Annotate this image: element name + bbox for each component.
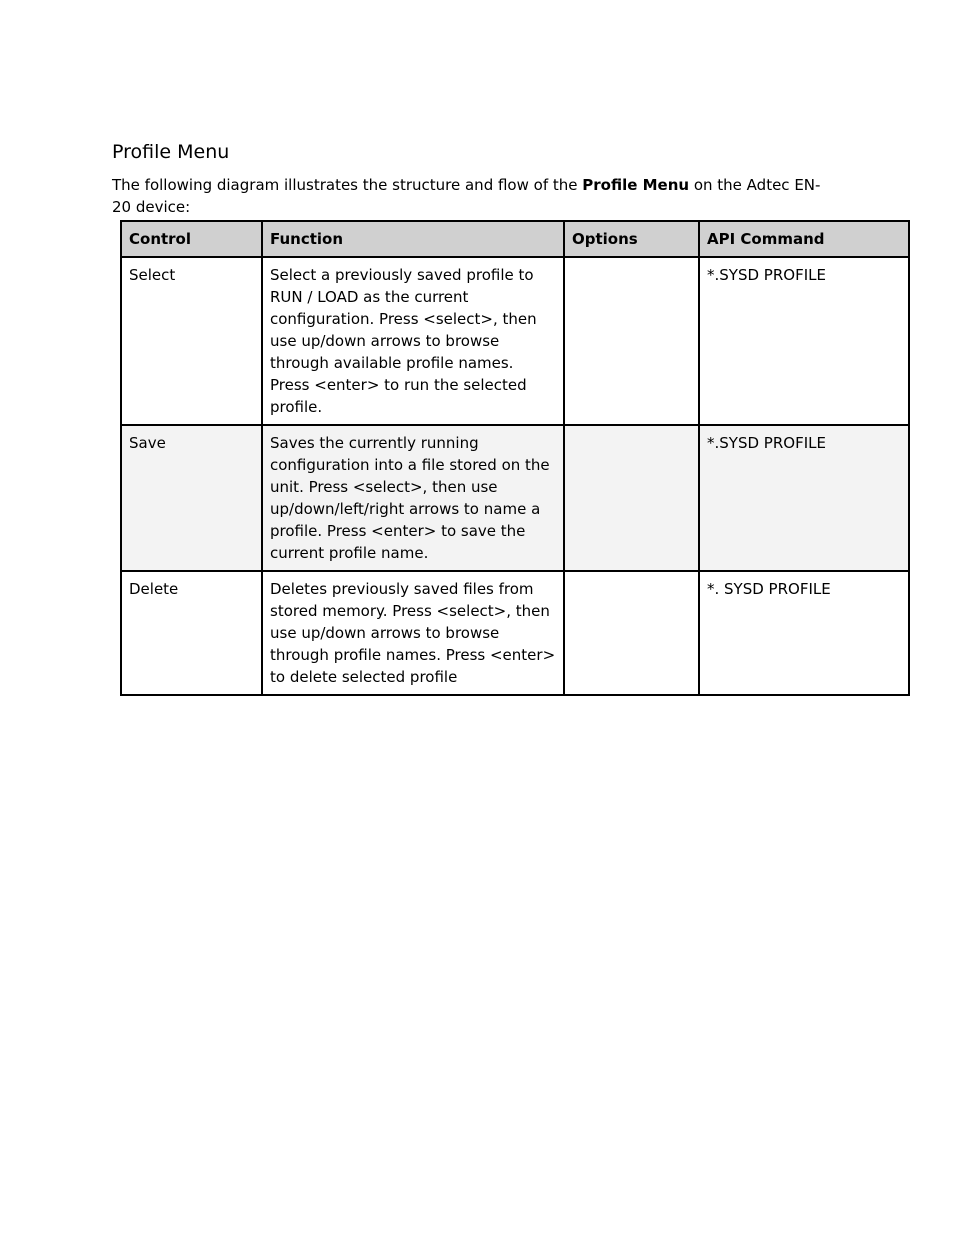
cell-options bbox=[564, 425, 699, 571]
cell-control: Save bbox=[121, 425, 262, 571]
cell-function: Select a previously saved profile to RUN / LOAD as the current configuration. Press <select>, then use up/down arrows to browse through available profile names. Press <enter> to run the selected profile. bbox=[262, 257, 564, 425]
intro-text-bold: Profile Menu bbox=[582, 176, 690, 194]
document-page bbox=[112, 140, 912, 696]
table-header-row bbox=[121, 221, 909, 257]
intro-text-before: The following diagram illustrates the structure and flow of the bbox=[112, 176, 583, 194]
header-control: Control bbox=[121, 221, 262, 257]
header-function: Function bbox=[262, 221, 564, 257]
header-options: Options bbox=[564, 221, 699, 257]
cell-control: Delete bbox=[121, 571, 262, 695]
intro-text-after: on the Adtec EN-20 device: bbox=[112, 176, 821, 216]
cell-api-command: *.SYSD PROFILE bbox=[699, 425, 909, 571]
profile-menu-table bbox=[120, 220, 910, 696]
header-api-command: API Command bbox=[699, 221, 909, 257]
cell-api-command: *.SYSD PROFILE bbox=[699, 257, 909, 425]
cell-control: Select bbox=[121, 257, 262, 425]
cell-function: Deletes previously saved files from stored memory. Press <select>, then use up/down arrows to browse through profile names. Press <enter> to delete selected profile bbox=[262, 571, 564, 695]
table-row bbox=[121, 425, 909, 571]
cell-api-command: *. SYSD PROFILE bbox=[699, 571, 909, 695]
intro-paragraph bbox=[112, 174, 832, 218]
cell-options bbox=[564, 257, 699, 425]
cell-options bbox=[564, 571, 699, 695]
cell-function: Saves the currently running configuration into a file stored on the unit. Press <select>, then use up/down/left/right arrows to name a profile. Press <enter> to save the current profile name. bbox=[262, 425, 564, 571]
table-row bbox=[121, 571, 909, 695]
table-row bbox=[121, 257, 909, 425]
section-heading: Profile Menu bbox=[112, 141, 230, 163]
